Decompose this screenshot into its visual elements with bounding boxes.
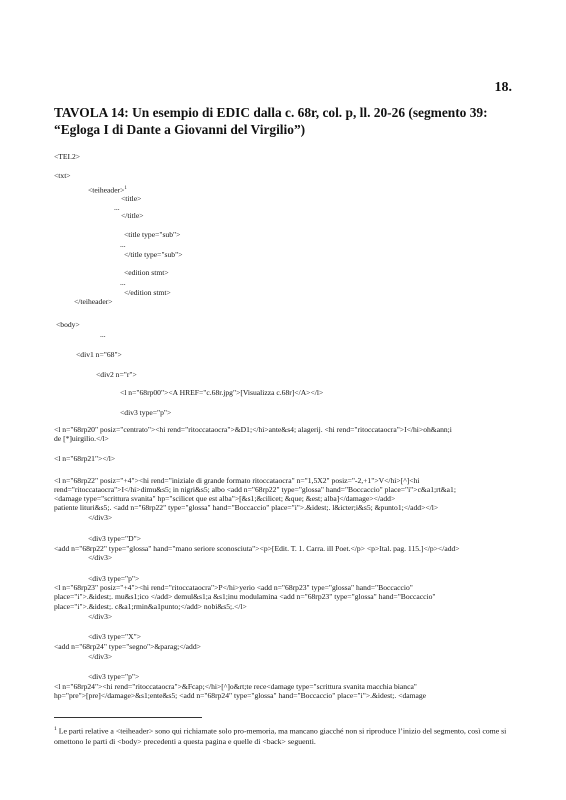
code-line: patiente lituri&s5;. <add n="68rp22" type="glossa" hand="Boccaccio" place="i">.&idest;. l&icter;i&s5; &punto1;</add></l> (54, 503, 439, 512)
code-line: <div3 type="p"> (88, 672, 140, 681)
code-line: </div3> (88, 553, 113, 562)
code-line: </div3> (88, 652, 113, 661)
code-line: de [*]uirgilio.</l> (54, 434, 109, 443)
code-line: <l n="68rp23" posiz="+4"><hi rend="ritoccataocra">P</hi>yerio <add n="68rp23" type="glossa" hand="Boccaccio" (54, 583, 413, 592)
code-line: hp="pre">[pre]</damage>&s1;ente&s5; <add n="68rp24" type="glossa" hand="Boccaccio" place="i">.&idest;. <damage (54, 691, 427, 700)
footnote-text: Le parti relative a <teiheader> sono qui richiamate solo pro-memoria, ma mancano giacché non si riproduce l’inizio del segmento, così come si omettono le parti di <body> precedenti a questa pagina e quelle di <back> seguenti. (54, 726, 507, 747)
code-line: <div2 n="r"> (96, 370, 137, 379)
code-line: </div3> (88, 612, 113, 621)
code-line: <damage type="scrittura svanita" hp="scilicet que est alba">[&s1;&cilicet; &que; &est; alba]</damage></add> (54, 494, 396, 503)
footnote-ref: 1 (124, 186, 127, 191)
code-line: <body> (56, 320, 80, 329)
code-line: place="i">.&idest;. mu&s1;ico </add> demul&s1;a &s1;inu modulamina <add n="68rp23" type="glossa" hand="Boccaccio" (54, 592, 436, 601)
code-line: </div3> (88, 513, 113, 522)
code-line: <l n="68rp20" posiz="centrato"><hi rend="ritoccataocra">&D1;</hi>ante&s4; alagerij. <hi rend="ritoccataocra">I</hi>oh&ann;i (54, 425, 452, 434)
code-line: <l n="68rp00"><A HREF="c.68r.jpg">[Visualizza c.68r]</A></l> (120, 388, 324, 397)
code-line: <txt> (54, 171, 71, 180)
code-line: ... (120, 278, 126, 287)
code-line: ... (120, 240, 126, 249)
code-line: <add n="68rp22" type="glossa" hand="mano seriore sconosciuta"><p>[Edit. T. 1. Carra. ill Poet.</p> <p>Ital. pag. 115.]</p></add> (54, 544, 460, 553)
code-line: <title> (121, 194, 142, 203)
page-title: TAVOLA 14: Un esempio di EDIC dalla c. 68r, col. p, ll. 20-26 (segmento 39: “Egloga I di Dante a Giovanni del Virgilio”) (54, 105, 488, 137)
code-line: ... (100, 330, 106, 339)
code-line: </title type="sub"> (124, 250, 183, 259)
code-line: <div3 type="D"> (88, 534, 142, 543)
footnote (54, 724, 514, 748)
code-line: <TEI.2> (54, 152, 81, 161)
footnote-marker: 1 (54, 726, 57, 732)
code-line: </teiheader> (74, 297, 113, 306)
code-line: <div3 type="X"> (88, 632, 142, 641)
code-line: <title type="sub"> (124, 230, 181, 239)
code-line: <div3 type="p"> (120, 408, 172, 417)
code-line: <edition stmt> (124, 268, 169, 277)
footnote-divider (54, 717, 202, 718)
page-number: 18. (494, 80, 512, 95)
code-line: place="i">.&idest;. c&a1;rmin&a1punto;</add> nobi&s5;.</l> (54, 602, 247, 611)
code-line: </title> (121, 211, 144, 220)
code-line: <div1 n="68"> (76, 350, 122, 359)
code-line: ... (114, 203, 120, 212)
code-line: <l n="68rp21"></l> (54, 454, 116, 463)
code-line: <teiheader>$^1$ (88, 185, 127, 195)
code-line: rend="ritoccataocra">I</hi>dimu&s5; in nigri&s5; albo <add n="68rp22" type="glossa" hand="Boccaccio" place="i">c&a1;rt&a1; (54, 485, 456, 494)
code-line: <l n="68rp22" posiz="+4"><hi rend="iniziale di grande formato ritoccataocra" n="1,5X2" posiz="-2,+1">V</hi>[^]<hi (54, 476, 420, 485)
code-line: <div3 type="p"> (88, 574, 140, 583)
code-line: </edition stmt> (124, 288, 171, 297)
code-line: <add n="68rp24" type="segno">&parag;</add> (54, 642, 201, 651)
code-line: <l n="68rp24"><hi rend="ritoccataocra">&Fcap;</hi>[^]o&rt;te rece<damage type="scrittura svanita macchia bianca" (54, 682, 417, 691)
